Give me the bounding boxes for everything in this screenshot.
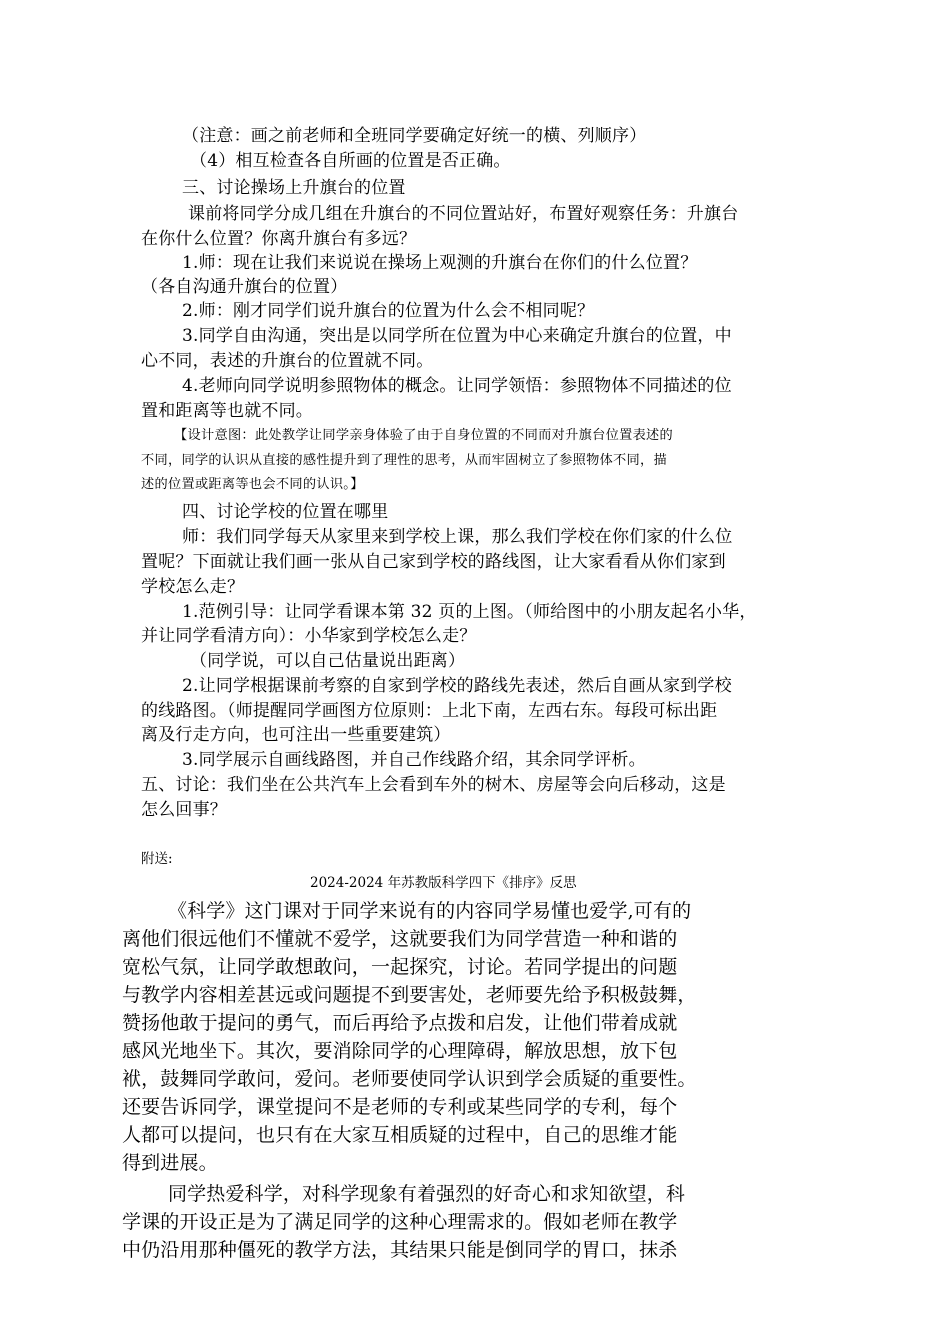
paragraph-line: 在你什么位置？你离升旗台有多远？ <box>141 229 417 249</box>
essay-line: 同学热爱科学，对科学现象有着强烈的好奇心和求知欲望，科 <box>168 1183 686 1205</box>
paragraph-line: 心不同，表述的升旗台的位置就不同。 <box>141 351 434 371</box>
paragraph-line: 1.师：现在让我们来说说在操场上观测的升旗台在你们的什么位置？ <box>182 253 698 273</box>
appendix-label: 附送: <box>141 851 173 867</box>
paragraph-line: 2.让同学根据课前考察的自家到学校的路线先表述，然后自画从家到学校 <box>182 676 732 696</box>
paragraph-line: （同学说，可以自己估量说出距离） <box>190 651 466 671</box>
design-intent-line: 不同，同学的认识从直接的感性提升到了理性的思考，从而牢固树立了参照物体不同，描 <box>141 453 668 468</box>
essay-line: 还要告诉同学，课堂提问不是老师的专利或某些同学的专利，每个 <box>122 1096 678 1118</box>
section-3-heading: 三、讨论操场上升旗台的位置 <box>182 178 406 198</box>
paragraph-line: 怎么回事？ <box>141 800 227 820</box>
paragraph-line: 课前将同学分成几组在升旗台的不同位置站好，布置好观察任务：升旗台 <box>188 204 739 224</box>
paragraph-line: 离及行走方向，也可注出一些重要建筑） <box>141 725 451 745</box>
paragraph-line: 3.同学自由沟通，突出是以同学所在位置为中心来确定升旗台的位置，中 <box>182 326 732 346</box>
section-4-heading: 四、讨论学校的位置在哪里 <box>182 502 389 522</box>
essay-line: 感风光地坐下。其次，要消除同学的心理障碍，解放思想，放下包 <box>122 1040 678 1062</box>
essay-line: 学课的开设正是为了满足同学的这种心理需求的。假如老师在教学 <box>122 1211 678 1233</box>
paragraph-line: 1.范例引导：让同学看课本第 32 页的上图。（师给图中的小朋友起名小华， <box>182 602 757 622</box>
essay-line: 袱，鼓舞同学敢问，爱问。老师要使同学认识到学会质疑的重要性。 <box>122 1068 697 1090</box>
essay-line: 《科学》这门课对于同学来说有的内容同学易懂也爱学,可有的 <box>168 900 692 922</box>
essay-line: 与教学内容相差甚远或问题提不到要害处，老师要先给予积极鼓舞， <box>122 984 697 1006</box>
paragraph-line: 的线路图。（师提醒同学画图方位原则：上北下南，左西右东。每段可标出距 <box>141 701 718 721</box>
essay-line: 宽松气氛，让同学敢想敢问，一起探究，讨论。若同学提出的问题 <box>122 956 678 978</box>
paragraph-line: 学校怎么走？ <box>141 577 245 597</box>
paragraph-line: 4.老师向同学说明参照物体的概念。让同学领悟：参照物体不同描述的位 <box>182 376 732 396</box>
paragraph-line: 并让同学看清方向）：小华家到学校怎么走？ <box>141 626 477 646</box>
step-4-line: （4）相互检查各自所画的位置是否正确。 <box>190 151 511 171</box>
essay-line: 得到进展。 <box>122 1152 218 1174</box>
essay-line: 赞扬他敢于提问的勇气，而后再给予点拨和启发，让他们带着成就 <box>122 1012 678 1034</box>
section-5-heading: 五、讨论：我们坐在公共汽车上会看到车外的树木、房屋等会向后移动，这是 <box>141 775 726 795</box>
paragraph-line: 置呢？下面就让我们画一张从自己家到学校的路线图，让大家看看从你们家到 <box>141 552 726 572</box>
paragraph-line: 3.同学展示自画线路图，并自己作线路介绍，其余同学评析。 <box>182 750 646 770</box>
appendix-title: 2024-2024 年苏教版科学四下《排序》反思 <box>310 875 577 891</box>
essay-line: 人都可以提问，也只有在大家互相质疑的过程中，自己的思维才能 <box>122 1124 678 1146</box>
design-intent-line: 述的位置或距离等也会不同的认识。】 <box>141 477 364 492</box>
essay-line: 离他们很远他们不懂就不爱学，这就要我们为同学营造一种和谐的 <box>122 928 678 950</box>
paragraph-line: （各自沟通升旗台的位置） <box>141 277 348 297</box>
paragraph-line: 置和距离等也就不同。 <box>141 401 313 421</box>
design-intent-line: 【设计意图：此处教学让同学亲身体验了由于自身位置的不同而对升旗台位置表述的 <box>174 428 674 443</box>
note-line: （注意：画之前老师和全班同学要确定好统一的横、列顺序） <box>182 126 647 146</box>
paragraph-line: 2.师：刚才同学们说升旗台的位置为什么会不相同呢？ <box>182 301 595 321</box>
paragraph-line: 师：我们同学每天从家里来到学校上课，那么我们学校在你们家的什么位 <box>182 527 733 547</box>
essay-line: 中仍沿用那种僵死的教学方法，其结果只能是倒同学的胃口，抹杀 <box>122 1239 678 1261</box>
